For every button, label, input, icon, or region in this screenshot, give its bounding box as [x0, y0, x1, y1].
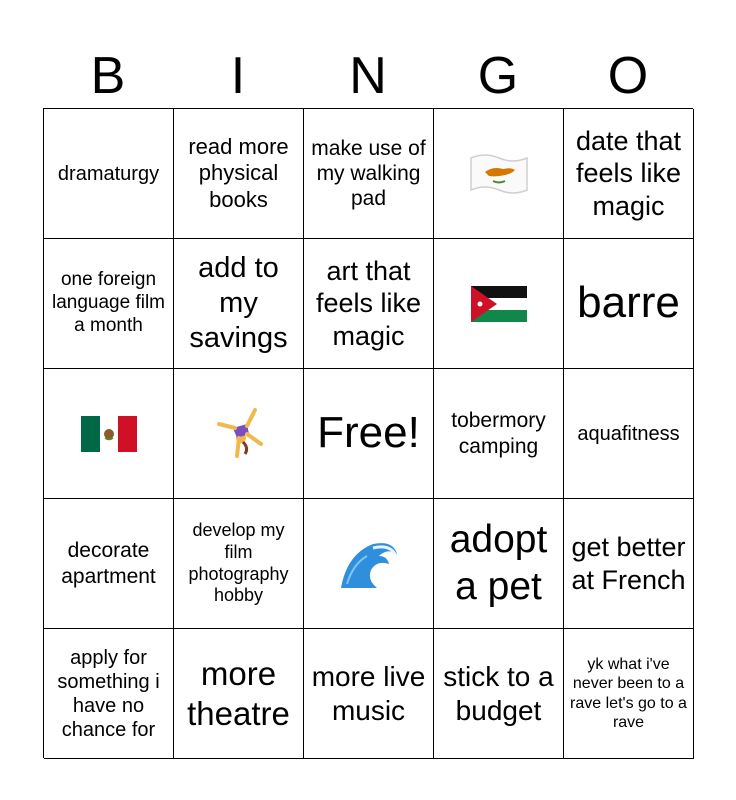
- bingo-cell-text: one foreign language film a month: [51, 269, 166, 336]
- bingo-cell-text: add to my savings: [189, 252, 288, 354]
- bingo-cell[interactable]: [174, 239, 304, 369]
- bingo-cell[interactable]: [44, 369, 174, 499]
- bingo-cell[interactable]: [174, 499, 304, 629]
- bingo-cell[interactable]: [174, 369, 304, 499]
- bingo-cell-text: develop my film photography hobby: [188, 520, 289, 606]
- bingo-cell-text: tobermory camping: [451, 409, 546, 458]
- bingo-cell-text: date that feels like magic: [575, 125, 682, 221]
- bingo-cell-text: barre: [577, 278, 680, 328]
- bingo-cell[interactable]: [434, 109, 564, 239]
- jordan-flag-icon: [467, 280, 531, 328]
- header-letter-g: G: [477, 47, 519, 105]
- bingo-cell[interactable]: [44, 109, 174, 239]
- bingo-cell-text: apply for something i have no chance for: [57, 646, 160, 741]
- bingo-cell-text: decorate apartment: [61, 539, 156, 588]
- bingo-cell[interactable]: [564, 369, 694, 499]
- bingo-cell[interactable]: [564, 239, 694, 369]
- bingo-cell-text: art that feels like magic: [315, 255, 422, 351]
- bingo-cell[interactable]: [564, 499, 694, 629]
- bingo-cell[interactable]: [174, 629, 304, 759]
- cyprus-flag-icon: [467, 150, 531, 198]
- bingo-cell[interactable]: [304, 239, 434, 369]
- bingo-cell-text: dramaturgy: [57, 162, 160, 185]
- bingo-cell[interactable]: [44, 629, 174, 759]
- bingo-cell-text: read more physical books: [188, 133, 289, 212]
- bingo-cell-text: more live music: [311, 660, 426, 726]
- bingo-card: [43, 108, 693, 758]
- bingo-cell[interactable]: [434, 629, 564, 759]
- bingo-cell[interactable]: [44, 239, 174, 369]
- bingo-cell[interactable]: [434, 369, 564, 499]
- header-letter-i: I: [230, 47, 246, 105]
- bingo-cell-text: get better at French: [571, 532, 686, 595]
- bingo-cell-text: yk what i've never been to a rave let's go to a rave: [570, 656, 687, 731]
- bingo-cell-text: more theatre: [187, 654, 290, 732]
- bingo-cell-text: aquafitness: [577, 422, 680, 445]
- bingo-cell[interactable]: [564, 109, 694, 239]
- bingo-cell[interactable]: [44, 499, 174, 629]
- water-wave-icon: [337, 534, 401, 594]
- bingo-cell-text: Free!: [317, 408, 420, 458]
- header-letter-b: B: [90, 47, 126, 105]
- bingo-header: [43, 44, 693, 108]
- cartwheel-person-icon: [207, 402, 271, 466]
- bingo-cell-text: adopt a pet: [449, 517, 548, 608]
- bingo-cell[interactable]: [564, 629, 694, 759]
- bingo-cell[interactable]: [304, 109, 434, 239]
- bingo-cell[interactable]: [174, 109, 304, 239]
- bingo-cell[interactable]: [304, 499, 434, 629]
- bingo-cell[interactable]: [304, 369, 434, 499]
- bingo-cell-text: stick to a budget: [443, 660, 554, 726]
- bingo-cell[interactable]: [434, 499, 564, 629]
- header-letter-n: N: [349, 47, 387, 105]
- bingo-cell[interactable]: [434, 239, 564, 369]
- bingo-cell-text: make use of my walking pad: [311, 136, 426, 211]
- mexico-flag-icon: [77, 410, 141, 458]
- header-letter-o: O: [607, 47, 649, 105]
- bingo-cell[interactable]: [304, 629, 434, 759]
